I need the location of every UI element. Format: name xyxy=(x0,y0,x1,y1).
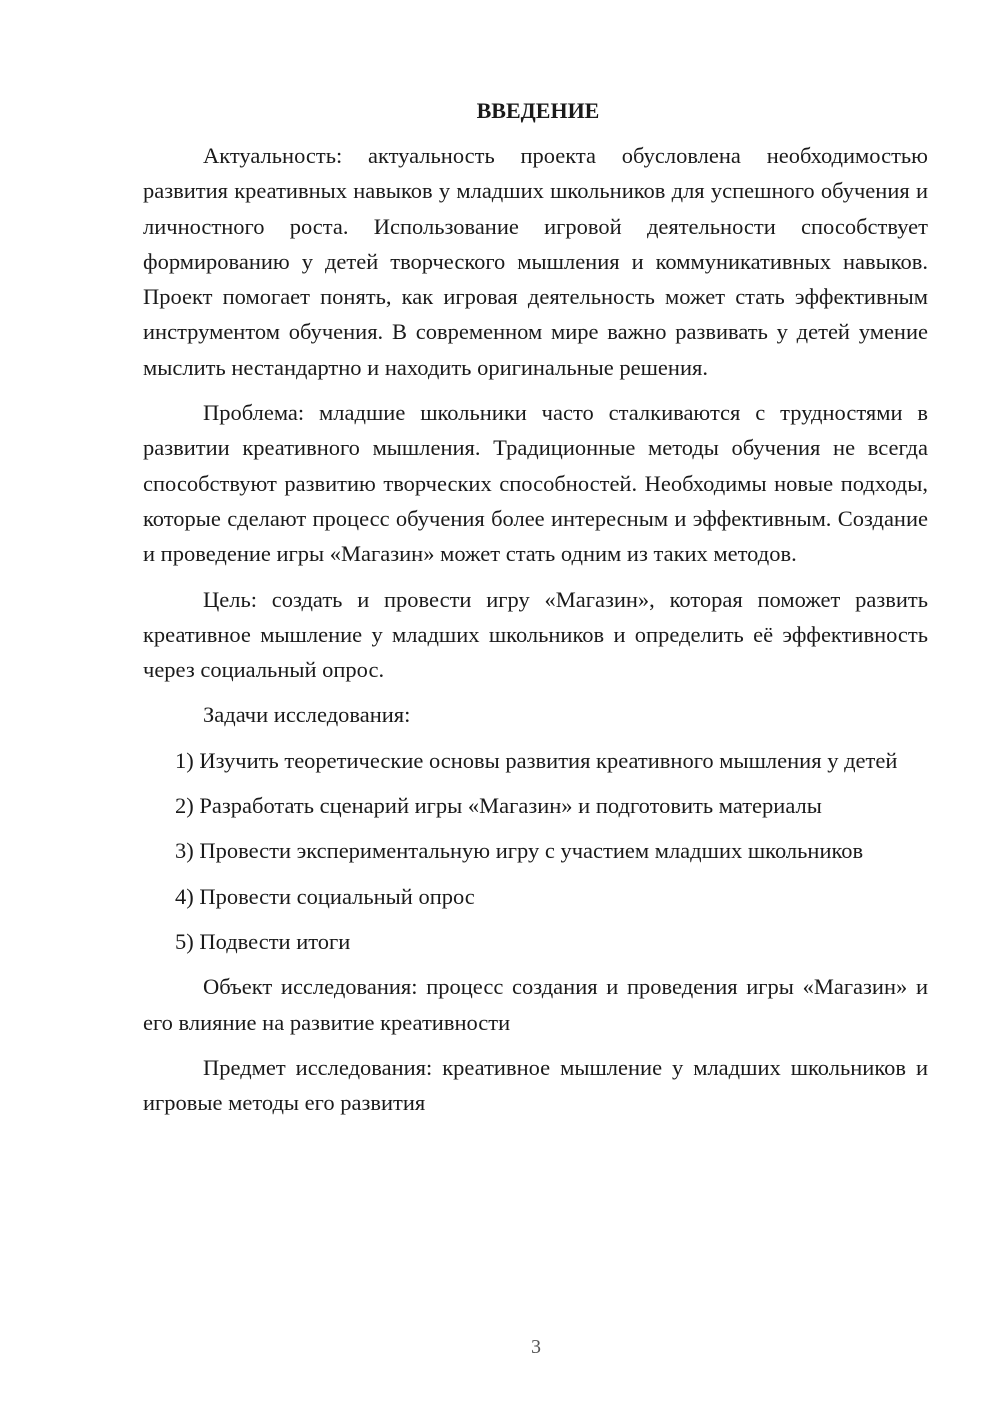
page-number: 3 xyxy=(531,1336,541,1358)
tasks-heading: Задачи исследования: xyxy=(203,702,411,728)
problem-paragraph: Проблема: младшие школьники часто сталкиваются с трудностями в развитии креативного мышления. Традиционные методы обучения не всегда способствуют развитию творческих способностей. Необходимы новые подходы, которые сделают процесс обучения более интересным и эффективным. Создание и проведение игры «Магазин» может стать одним из таких методов. xyxy=(143,400,928,567)
task-item: 2) Разработать сценарий игры «Магазин» и подготовить материалы xyxy=(175,793,822,819)
page-content xyxy=(143,93,928,1130)
tasks-list xyxy=(143,743,928,959)
page-title: ВВЕДЕНИЕ xyxy=(476,98,600,123)
task-item: 5) Подвести итоги xyxy=(175,928,351,954)
goal-paragraph: Цель: создать и провести игру «Магазин», которая поможет развить креативное мышление у младших школьников и определить её эффективность через социальный опрос. xyxy=(143,586,928,683)
task-item: 1) Изучить теоретические основы развития креативного мышления у детей xyxy=(175,747,898,773)
research-subject-paragraph: Предмет исследования: креативное мышление у младших школьников и игровые методы его развития xyxy=(143,1054,928,1116)
relevance-paragraph: Актуальность: актуальность проекта обусловлена необходимостью развития креативных навыков у младших школьников для успешного обучения и личностного роста. Использование игровой деятельности способствует формированию у детей творческого мышления и коммуникативных навыков. Проект помогает понять, как игровая деятельность может стать эффективным инструментом обучения. В современном мире важно развивать у детей умение мыслить нестандартно и находить оригинальные решения. xyxy=(143,143,928,380)
research-object-paragraph: Объект исследования: процесс создания и проведения игры «Магазин» и его влияние на развитие креативности xyxy=(143,974,928,1035)
task-item: 4) Провести социальный опрос xyxy=(175,883,475,909)
task-item: 3) Провести экспериментальную игру с участием младших школьников xyxy=(175,838,864,864)
